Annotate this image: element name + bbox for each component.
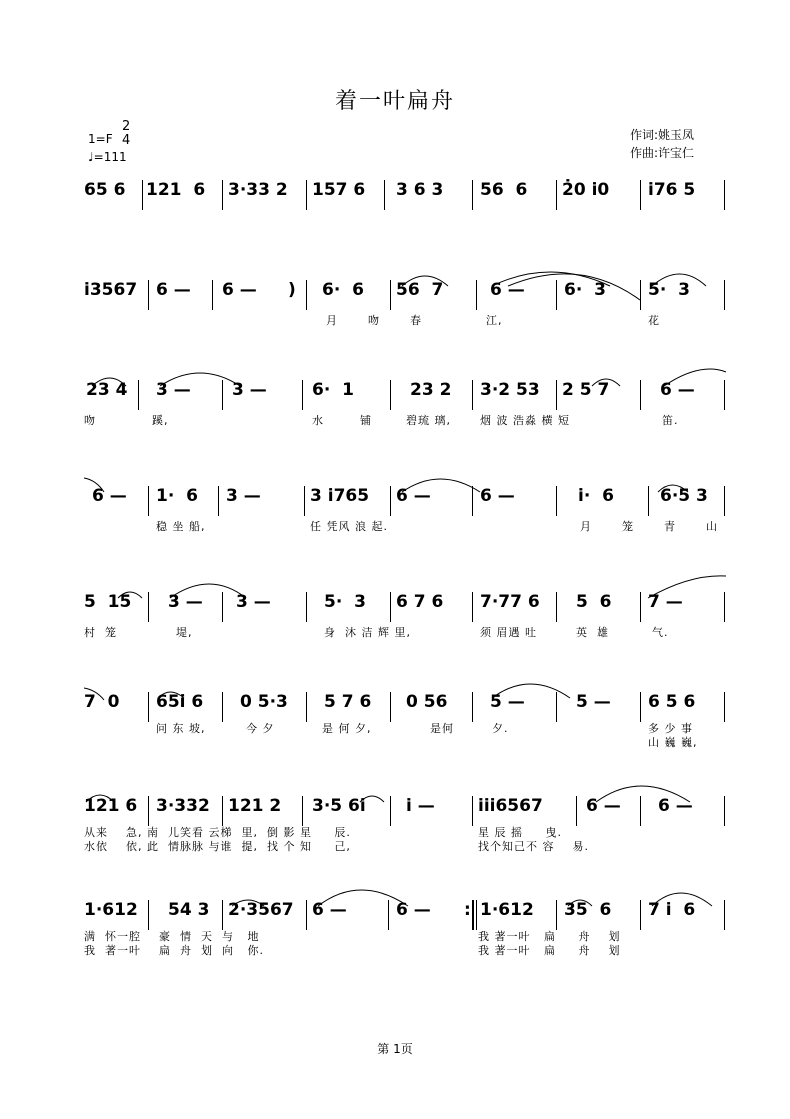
- lyric: 月: [326, 314, 338, 327]
- measure: 121 6: [146, 180, 206, 200]
- lyric: 任 凭风 浪 起.: [310, 520, 388, 533]
- lyric: 山 巍 巍,: [648, 736, 698, 749]
- measure: i̇· 6: [578, 486, 614, 506]
- repeat-barline: [472, 900, 474, 930]
- barline: [556, 900, 557, 930]
- lyric-line: 从来 急, 南 儿笑看 云梯 里, 倒 影 星 辰.: [84, 826, 351, 839]
- lyric: 气.: [652, 626, 669, 639]
- lyric: 江,: [486, 314, 503, 327]
- measure: 6· 3: [564, 280, 606, 300]
- barline: [212, 280, 213, 310]
- measure: 6· 1: [312, 380, 354, 400]
- measure: 3 —: [226, 486, 261, 506]
- barline: [222, 692, 223, 722]
- barline: [148, 692, 149, 722]
- measure: 6 —: [92, 486, 127, 506]
- measure: 6 —: [490, 280, 525, 300]
- measure: 7 i̇ 6: [648, 900, 696, 920]
- song-title: 着一叶扁舟: [334, 89, 455, 114]
- barline: [476, 280, 477, 310]
- measure: 3·5 6i̇: [312, 796, 366, 816]
- lyric: 身 沐 洁 辉 里,: [324, 626, 411, 639]
- measure: 121 2: [228, 796, 282, 816]
- measure: 5 15: [84, 592, 132, 612]
- lyric: 今 夕: [246, 722, 275, 735]
- barline: [306, 180, 307, 210]
- barline: [302, 796, 303, 826]
- measure: 5 —: [490, 692, 525, 712]
- lyric-line: 找个知己不 容 易.: [478, 840, 589, 853]
- measure: 3 i̇765: [310, 486, 370, 506]
- barline: [724, 486, 725, 516]
- measure: 3 —: [236, 592, 271, 612]
- barline: [640, 796, 641, 826]
- measure: 54 3: [168, 900, 210, 920]
- tempo-marking: [88, 150, 127, 164]
- barline: [222, 796, 223, 826]
- barline: [390, 692, 391, 722]
- lyric-line: 水依 依, 此 情脉脉 与谁 提, 找 个 知 己,: [84, 840, 351, 853]
- barline: [390, 592, 391, 622]
- measure: i̇ —: [406, 796, 435, 816]
- barline: [556, 380, 557, 410]
- lyric: 笼: [622, 520, 634, 533]
- measure: 1·612: [84, 900, 138, 920]
- lyric-line: 满 怀一腔 豪 情 天 与 地: [84, 930, 260, 943]
- barline: [302, 380, 303, 410]
- quarter-note-icon: ♩: [88, 150, 94, 164]
- barline: [556, 180, 557, 210]
- measure: 35 6: [564, 900, 612, 920]
- measure: i̇i̇i̇6567: [478, 796, 543, 816]
- barline: [390, 280, 391, 310]
- barline: [388, 900, 389, 930]
- barline: [306, 592, 307, 622]
- barline: [472, 486, 473, 516]
- barline: [148, 592, 149, 622]
- measure: 7 —: [648, 592, 683, 612]
- measure: 6 5 6: [648, 692, 696, 712]
- measure: 56 7: [396, 280, 444, 300]
- measure: 56 6: [480, 180, 528, 200]
- measure: 121 6: [84, 796, 138, 816]
- barline: [724, 796, 725, 826]
- measure: i̇3567: [84, 280, 138, 300]
- measure: 0 56: [406, 692, 448, 712]
- barline: [640, 380, 641, 410]
- lyric: 村 笼: [84, 626, 117, 639]
- barline: [472, 692, 473, 722]
- tempo-value: =111: [93, 150, 127, 164]
- barline: [648, 486, 649, 516]
- lyric: 多 少 事: [648, 722, 693, 735]
- measure: 6 —: [396, 900, 431, 920]
- lyric: 是何: [430, 722, 454, 735]
- barline: [724, 592, 725, 622]
- barline: [556, 592, 557, 622]
- barline: [222, 180, 223, 210]
- lyric: 水: [312, 414, 324, 427]
- lyric: 青: [664, 520, 676, 533]
- lyric-line: 我 著一叶 扁 舟 划 向 你.: [84, 944, 264, 957]
- lyric: 笛.: [662, 414, 679, 427]
- barline: [576, 796, 577, 826]
- barline: [472, 380, 473, 410]
- measure: 3 —: [232, 380, 267, 400]
- measure: 2·3567: [228, 900, 294, 920]
- repeat-sign: :: [464, 900, 471, 920]
- barline: [556, 280, 557, 310]
- measure: 6 —: [312, 900, 347, 920]
- time-signature: [122, 120, 130, 148]
- lyric: 吻: [84, 414, 96, 427]
- lyric: 蹊,: [152, 414, 169, 427]
- measure: 1· 6: [156, 486, 198, 506]
- measure: 5 7 6: [324, 692, 372, 712]
- measure: 23 4: [86, 380, 128, 400]
- lyricist-credit: 作词:姚玉凤: [630, 128, 695, 142]
- page-number: 第 1页: [377, 1042, 413, 1056]
- measure: 2̇0 i̇0: [562, 180, 610, 200]
- lyric: 堤,: [176, 626, 193, 639]
- barline: [142, 180, 143, 210]
- barline: [148, 796, 149, 826]
- barline: [138, 380, 139, 410]
- measure: 5 —: [576, 692, 611, 712]
- lyric: 春: [410, 314, 422, 327]
- measure: 6· 6: [322, 280, 364, 300]
- measure: 7·77 6: [480, 592, 540, 612]
- barline: [306, 692, 307, 722]
- measure: 6 —: [660, 380, 695, 400]
- measure: 6 7 6: [396, 592, 444, 612]
- barline: [306, 900, 307, 930]
- measure: 5· 3: [648, 280, 690, 300]
- measure: 2 5 7: [562, 380, 610, 400]
- barline: [556, 486, 557, 516]
- barline: [148, 486, 149, 516]
- measure: 3 6 3: [396, 180, 444, 200]
- barline: [222, 380, 223, 410]
- lyric: 月: [580, 520, 592, 533]
- lyric-line: 星 辰 摇 曳.: [478, 826, 562, 839]
- measure: 3 —: [168, 592, 203, 612]
- barline: [390, 486, 391, 516]
- composer-credit: 作曲:许宝仁: [630, 146, 695, 160]
- lyric: 山: [706, 520, 718, 533]
- lyric: 铺: [360, 414, 372, 427]
- meter-top: 2: [122, 119, 131, 134]
- barline: [218, 486, 219, 516]
- barline: [384, 180, 385, 210]
- measure: 7 0: [84, 692, 120, 712]
- barline: [724, 900, 725, 930]
- measure: i̇76 5: [648, 180, 696, 200]
- barline: [640, 180, 641, 210]
- barline: [148, 900, 149, 930]
- measure: 6 —: [658, 796, 693, 816]
- barline: [724, 180, 725, 210]
- measure: 3·33 2: [228, 180, 288, 200]
- measure: 5· 3: [324, 592, 366, 612]
- lyric: 问 东 坡,: [156, 722, 206, 735]
- barline: [222, 900, 223, 930]
- barline: [724, 380, 725, 410]
- barline: [640, 692, 641, 722]
- barline: [390, 796, 391, 826]
- measure: 3 —: [156, 380, 191, 400]
- lyric: 英 雄: [576, 626, 609, 639]
- lyric: 花: [648, 314, 660, 327]
- barline: [306, 280, 307, 310]
- lyric-line: 我 著一叶 扁 舟 划: [478, 944, 621, 957]
- measure: 6 —: [586, 796, 621, 816]
- lyric: 烟 波 浩淼 横 短: [480, 414, 570, 427]
- measure: 6·5 3: [660, 486, 708, 506]
- lyric: 碧琉 璃,: [406, 414, 451, 427]
- barline: [472, 796, 473, 826]
- measure: 6 —: [480, 486, 515, 506]
- measure: 3·2 53: [480, 380, 540, 400]
- barline: [556, 692, 557, 722]
- barline: [724, 692, 725, 722]
- barline: [724, 280, 725, 310]
- lyric: 稳 坐 船,: [156, 520, 206, 533]
- measure: 0 5·3: [240, 692, 288, 712]
- barline: [148, 280, 149, 310]
- barline: [304, 486, 305, 516]
- measure: 3·332: [156, 796, 210, 816]
- lyric: 须 眉遇 吐: [480, 626, 537, 639]
- measure: 157 6: [312, 180, 366, 200]
- barline: [640, 900, 641, 930]
- barline: [222, 592, 223, 622]
- measure: 65i̇ 6: [156, 692, 204, 712]
- barline: [472, 180, 473, 210]
- lyric: 夕.: [492, 722, 509, 735]
- barline: [390, 380, 391, 410]
- measure: 1·612: [480, 900, 534, 920]
- measure: 23 2: [410, 380, 452, 400]
- lyric-line: 我 著一叶 扁 舟 划: [478, 930, 621, 943]
- barline: [476, 900, 477, 930]
- measure: 6 —: [156, 280, 191, 300]
- barline: [640, 592, 641, 622]
- measure: 6 —: [222, 280, 257, 300]
- lyric: 是 何 夕,: [322, 722, 372, 735]
- barline: [640, 280, 641, 310]
- measure-end-paren: ): [288, 280, 296, 300]
- key-signature: 1=F: [88, 132, 113, 146]
- measure: 65 6: [84, 180, 126, 200]
- barline: [472, 592, 473, 622]
- measure: 6 —: [396, 486, 431, 506]
- meter-bottom: 4: [122, 133, 131, 148]
- measure: 5 6: [576, 592, 612, 612]
- lyric: 吻: [368, 314, 380, 327]
